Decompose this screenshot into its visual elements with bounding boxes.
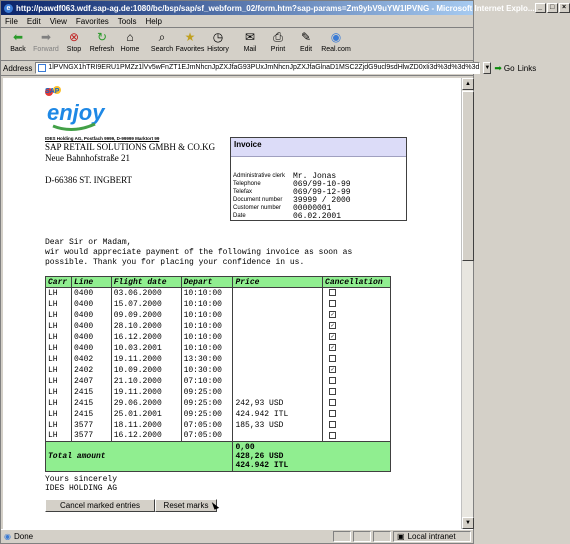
cell-carrier: LH	[46, 398, 72, 409]
toolbar	[1, 28, 473, 61]
cell-line: 2415	[71, 387, 111, 398]
header-price: Price	[233, 277, 323, 288]
cell-depart: 13:30:00	[181, 354, 233, 365]
invoice-row: Telephone 069/99-10-99	[233, 179, 351, 189]
cell-line: 0402	[71, 354, 111, 365]
cancel-checkbox[interactable]	[329, 432, 336, 439]
history-button[interactable]: ◷ History	[207, 30, 229, 53]
back-arrow-icon: ⬅	[12, 30, 24, 44]
cell-cancellation	[323, 398, 391, 409]
menu-help[interactable]: Help	[145, 16, 162, 26]
cell-line: 0400	[71, 321, 111, 332]
stop-button[interactable]: ⊗ Stop	[66, 30, 82, 53]
table-row	[46, 376, 391, 387]
table-row	[46, 354, 391, 365]
cell-line: 0400	[71, 288, 111, 299]
cell-carrier: LH	[46, 288, 72, 299]
cell-line: 0400	[71, 343, 111, 354]
cell-carrier: LH	[46, 310, 72, 321]
table-row	[46, 321, 391, 332]
refresh-button[interactable]: ↻ Refresh	[89, 30, 115, 53]
zone-indicator: ▣ Local intranet	[393, 531, 471, 542]
cell-line: 0400	[71, 332, 111, 343]
header-carrier: Carr	[46, 277, 72, 288]
table-row	[46, 387, 391, 398]
realcom-icon: ◉	[330, 30, 342, 44]
cell-price: 242,93 USD	[233, 398, 323, 409]
invoice-row: Date 06.02.2001	[233, 211, 342, 221]
cell-date: 10.03.2001	[111, 343, 181, 354]
table-row	[46, 310, 391, 321]
back-button[interactable]: ⬅ Back	[10, 30, 26, 53]
menu-view[interactable]: View	[49, 16, 67, 26]
print-icon: ⎙	[273, 29, 283, 44]
page-icon	[38, 64, 46, 72]
cell-line: 0400	[71, 310, 111, 321]
invoice-row: Customer number 00000001	[233, 203, 332, 213]
table-row	[46, 365, 391, 376]
total-label: Total amount	[46, 442, 233, 472]
cell-price	[233, 332, 323, 343]
cell-date: 21.10.2000	[111, 376, 181, 387]
forward-button[interactable]: ➡ Forward	[33, 30, 59, 53]
mail-icon: ✉	[244, 30, 256, 44]
cell-date: 09.09.2000	[111, 310, 181, 321]
cell-price	[233, 321, 323, 332]
cell-date: 19.11.2000	[111, 387, 181, 398]
cell-line: 2402	[71, 365, 111, 376]
cancel-checkbox[interactable]: ✓	[330, 321, 335, 329]
cell-date: 25.01.2001	[111, 409, 181, 420]
cell-cancellation	[323, 310, 391, 321]
cell-price	[233, 343, 323, 354]
cell-date: 16.12.2000	[111, 332, 181, 343]
cell-carrier: LH	[46, 332, 72, 343]
invoice-title: Invoice	[231, 138, 406, 157]
cell-price	[233, 299, 323, 310]
header-depart: Depart	[181, 277, 233, 288]
cell-line: 2415	[71, 398, 111, 409]
cell-cancellation	[323, 321, 391, 332]
cancel-checkbox[interactable]: ✓	[330, 310, 335, 318]
cell-depart: 10:10:00	[181, 299, 233, 310]
search-icon: ⌕	[158, 29, 166, 44]
total-values: 0,00 428,26 USD 424.942 ITL	[233, 442, 391, 472]
cell-carrier: LH	[46, 431, 72, 442]
menu-favorites[interactable]: Favorites	[75, 16, 109, 26]
home-button[interactable]: ⌂ Home	[120, 30, 140, 53]
sender-line: IDES Holding AG, Postfach 9999, D-99999 Marktort 99	[45, 136, 160, 141]
table-row	[46, 299, 391, 310]
menu-tools[interactable]: Tools	[117, 16, 137, 26]
cell-line: 0400	[71, 299, 111, 310]
cell-depart: 10:10:00	[181, 310, 233, 321]
cell-price	[233, 354, 323, 365]
cancel-checkbox[interactable]	[329, 289, 336, 296]
cell-cancellation	[323, 409, 391, 420]
cell-depart: 10:10:00	[181, 321, 233, 332]
cell-cancellation	[323, 376, 391, 387]
address-input[interactable]: 1lPVNGX1hTRI9ERU1PMZz1lVv5wFnZT1EJmNhcnJpZXJfaG93PUxJmNhcnJpZXJfaGlnaD1MSC2ZjdG9ucl9sdHlwZD0xIi3d%3d%3d%3d	[35, 62, 480, 74]
total-row	[46, 442, 391, 472]
window-title: http://pawdf063.wdf.sap-ag.de:1080/bc/bsp/sap/sf_webform_02/form.htm?sap-params=Zm9ybV9uYW1lPVNG - Microsoft Internet Explo...	[16, 3, 535, 13]
go-arrow-icon: ➡	[494, 62, 502, 73]
go-button[interactable]: ➡ Go	[494, 62, 515, 73]
cell-carrier: LH	[46, 365, 72, 376]
page-done-icon: ◉	[4, 532, 11, 541]
letter-text: Dear Sir or Madam, wir would appreciate payment of the following invoice as soon as possible. Thank you for placing your confidence in us.	[45, 238, 353, 267]
logo-text: enjoy	[47, 100, 105, 125]
scroll-thumb[interactable]	[462, 91, 474, 261]
cell-date: 03.06.2000	[111, 288, 181, 299]
cell-date: 18.11.2000	[111, 420, 181, 431]
cell-date: 10.09.2000	[111, 365, 181, 376]
edit-icon: ✎	[300, 30, 312, 44]
cell-depart: 10:30:00	[181, 365, 233, 376]
page-content	[3, 78, 461, 529]
address-dropdown[interactable]: ▼	[483, 62, 491, 74]
intranet-icon: ▣	[397, 532, 405, 541]
invoice-row: Administrative clerk Mr. Jonas	[233, 171, 337, 181]
status-main: ◉ Done	[4, 532, 34, 541]
cell-date: 28.10.2000	[111, 321, 181, 332]
cancel-checkbox[interactable]: ✓	[330, 343, 335, 351]
logo-brand: SAP	[45, 88, 60, 95]
cancel-checkbox[interactable]	[329, 388, 336, 395]
edit-button[interactable]: ✎ Edit	[299, 30, 313, 53]
table-row	[46, 343, 391, 354]
cancel-checkbox[interactable]: ✓	[330, 365, 335, 373]
flights-table	[45, 276, 391, 472]
cell-carrier: LH	[46, 321, 72, 332]
cell-carrier: LH	[46, 354, 72, 365]
recipient-address: SAP RETAIL SOLUTIONS GMBH & CO.KG Neue Bahnhofstraße 21	[45, 142, 216, 163]
menu-edit[interactable]: Edit	[26, 16, 41, 26]
refresh-icon: ↻	[96, 30, 108, 44]
cancel-checkbox[interactable]	[329, 300, 336, 307]
maximize-button[interactable]: □	[547, 3, 558, 13]
ie-icon: e	[4, 4, 13, 13]
favorites-button[interactable]: ★ Favorites	[175, 30, 205, 53]
cell-price	[233, 310, 323, 321]
cell-line: 3577	[71, 420, 111, 431]
address-bar	[1, 61, 537, 76]
scroll-up-button[interactable]: ▲	[462, 78, 474, 90]
cell-line: 3577	[71, 431, 111, 442]
cell-carrier: LH	[46, 343, 72, 354]
cell-depart: 10:10:00	[181, 288, 233, 299]
links-label[interactable]: Links	[517, 63, 537, 73]
cancel-checkbox[interactable]	[329, 410, 336, 417]
cell-cancellation	[323, 332, 391, 343]
sap-enjoy-logo	[43, 84, 103, 132]
header-line: Line	[71, 277, 111, 288]
cell-cancellation	[323, 431, 391, 442]
cell-cancellation	[323, 343, 391, 354]
menu-file[interactable]: File	[5, 16, 18, 26]
cell-depart: 07:05:00	[181, 431, 233, 442]
cancel-checkbox[interactable]: ✓	[330, 332, 335, 340]
header-flight-date: Flight date	[111, 277, 181, 288]
table-row	[46, 409, 391, 420]
home-icon: ⌂	[126, 30, 134, 44]
cancel-checkbox[interactable]	[329, 399, 336, 406]
cell-depart: 07:10:00	[181, 376, 233, 387]
cell-depart: 09:25:00	[181, 409, 233, 420]
cell-price	[233, 288, 323, 299]
cancel-checkbox[interactable]	[329, 377, 336, 384]
cell-price	[233, 431, 323, 442]
vertical-scrollbar[interactable]	[461, 78, 473, 529]
address-label: Address	[3, 63, 33, 73]
table-row	[46, 420, 391, 431]
cancel-marked-entries-button[interactable]: Cancel marked entries	[45, 499, 155, 512]
cell-cancellation	[323, 299, 391, 310]
table-row	[46, 398, 391, 409]
cancel-checkbox[interactable]	[329, 421, 336, 428]
mail-button[interactable]: ✉ Mail	[243, 30, 257, 53]
cell-depart: 09:25:00	[181, 387, 233, 398]
cell-cancellation	[323, 354, 391, 365]
print-button[interactable]: ⎙ Print	[270, 29, 286, 53]
cell-price	[233, 365, 323, 376]
cell-date: 29.06.2000	[111, 398, 181, 409]
status-bar	[1, 529, 473, 543]
cell-date: 15.07.2000	[111, 299, 181, 310]
invoice-row: Document number 39999 / 2000	[233, 195, 351, 205]
cell-carrier: LH	[46, 299, 72, 310]
close-button[interactable]: ×	[559, 3, 570, 13]
cell-date: 19.11.2000	[111, 354, 181, 365]
cell-date: 16.12.2000	[111, 431, 181, 442]
cell-price	[233, 387, 323, 398]
cell-depart: 10:10:00	[181, 343, 233, 354]
cell-line: 2407	[71, 376, 111, 387]
favorites-icon: ★	[184, 30, 196, 44]
table-row	[46, 288, 391, 299]
cell-cancellation	[323, 420, 391, 431]
cell-price: 185,33 USD	[233, 420, 323, 431]
menu-bar	[1, 15, 473, 28]
reset-marks-button[interactable]: Reset marks	[155, 499, 217, 512]
minimize-button[interactable]: _	[535, 3, 546, 13]
search-button[interactable]: ⌕ Search	[150, 29, 174, 53]
cell-line: 2415	[71, 409, 111, 420]
cell-cancellation	[323, 365, 391, 376]
title-bar	[1, 1, 567, 15]
cell-price	[233, 376, 323, 387]
cell-carrier: LH	[46, 409, 72, 420]
header-cancellation: Cancellation	[323, 277, 391, 288]
cell-price: 424.942 ITL	[233, 409, 323, 420]
cell-depart: 10:10:00	[181, 332, 233, 343]
cell-depart: 07:05:00	[181, 420, 233, 431]
invoice-row: Telefax 069/99-12-99	[233, 187, 351, 197]
cell-carrier: LH	[46, 376, 72, 387]
recipient-city: D-66386 ST. INGBERT	[45, 175, 133, 185]
invoice-box	[230, 137, 407, 221]
cell-carrier: LH	[46, 387, 72, 398]
realcom-button[interactable]: ◉ Real.com	[321, 30, 351, 53]
table-row	[46, 431, 391, 442]
table-row	[46, 332, 391, 343]
forward-arrow-icon: ➡	[40, 30, 52, 44]
signature: Yours sincerely IDES HOLDING AG	[45, 475, 118, 493]
cell-cancellation	[323, 387, 391, 398]
scroll-down-button[interactable]: ▼	[462, 517, 474, 529]
cancel-checkbox[interactable]	[329, 355, 336, 362]
history-icon: ◷	[212, 30, 224, 44]
cell-depart: 09:25:00	[181, 398, 233, 409]
cell-cancellation	[323, 288, 391, 299]
stop-icon: ⊗	[68, 30, 80, 44]
flights-table-wrap	[45, 276, 391, 472]
cell-carrier: LH	[46, 420, 72, 431]
